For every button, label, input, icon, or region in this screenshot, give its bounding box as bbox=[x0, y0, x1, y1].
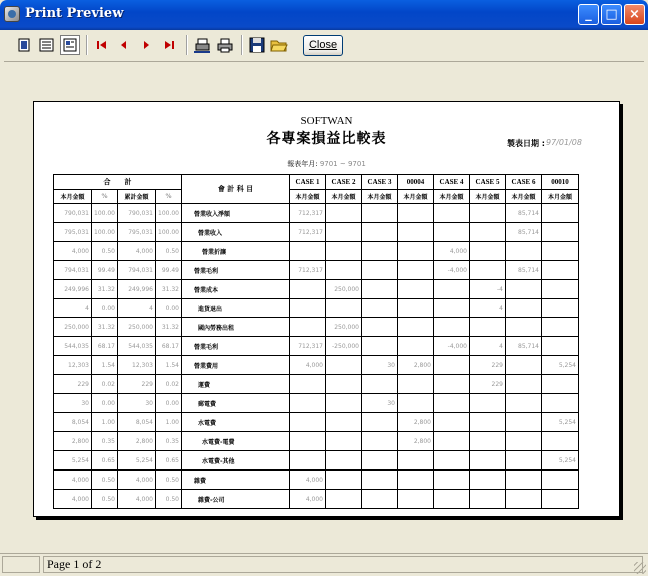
case-value-cell bbox=[362, 204, 398, 223]
case-value-cell bbox=[542, 490, 579, 509]
maximize-button[interactable]: □ bbox=[601, 4, 622, 25]
case-value-cell: 2,800 bbox=[398, 356, 434, 375]
case-sub-header: 本月金額 bbox=[398, 190, 434, 204]
cur-month-cell: 4,000 bbox=[54, 470, 92, 490]
page-indicator: Page 1 of 2 bbox=[43, 556, 643, 573]
pct-cell: 0.50 bbox=[156, 242, 182, 261]
pct-cell: 0.50 bbox=[92, 470, 118, 490]
table-row bbox=[54, 337, 579, 356]
case-value-cell: 85,714 bbox=[506, 337, 542, 356]
case-value-cell bbox=[506, 242, 542, 261]
case-value-cell bbox=[362, 280, 398, 299]
case-value-cell bbox=[326, 413, 362, 432]
case-value-cell bbox=[326, 394, 362, 413]
case-value-cell: 250,000 bbox=[326, 280, 362, 299]
case-value-cell: 712,317 bbox=[290, 223, 326, 242]
period-from: 9701 bbox=[319, 160, 338, 168]
pct-cell: 0.50 bbox=[156, 490, 182, 509]
preview-area[interactable] bbox=[4, 61, 644, 552]
case-value-cell bbox=[398, 337, 434, 356]
account-cell: 雜費-公司 bbox=[182, 490, 290, 509]
pct-cell: 68.17 bbox=[92, 337, 118, 356]
table-row bbox=[54, 394, 579, 413]
cum-cell: 2,800 bbox=[118, 432, 156, 451]
case-value-cell bbox=[434, 470, 470, 490]
case-value-cell bbox=[398, 451, 434, 471]
case-value-cell: 5,254 bbox=[542, 413, 579, 432]
case-header: CASE 3 bbox=[362, 175, 398, 190]
prev-page-icon[interactable] bbox=[114, 35, 134, 55]
case-value-cell bbox=[362, 318, 398, 337]
cum-cell: 795,031 bbox=[118, 223, 156, 242]
case-value-cell bbox=[398, 490, 434, 509]
case-header: CASE 6 bbox=[506, 175, 542, 190]
cum-cell: 4,000 bbox=[118, 242, 156, 261]
pct-cell: 31.32 bbox=[92, 318, 118, 337]
case-value-cell: 712,317 bbox=[290, 337, 326, 356]
minimize-button[interactable]: _ bbox=[578, 4, 599, 25]
case-value-cell bbox=[398, 261, 434, 280]
cum-cell: 30 bbox=[118, 394, 156, 413]
cum-header: 累計金額 bbox=[118, 190, 156, 204]
case-value-cell bbox=[326, 261, 362, 280]
pct-cell: 0.00 bbox=[92, 299, 118, 318]
account-cell: 營業折讓 bbox=[182, 242, 290, 261]
case-value-cell bbox=[290, 394, 326, 413]
pct-cell: 68.17 bbox=[156, 337, 182, 356]
case-value-cell bbox=[290, 375, 326, 394]
table-row bbox=[54, 470, 579, 490]
table-row bbox=[54, 318, 579, 337]
status-panel bbox=[2, 556, 40, 573]
pct-cell: 99.49 bbox=[92, 261, 118, 280]
company-name: SOFTWAN bbox=[300, 115, 353, 127]
cur-month-cell: 790,031 bbox=[54, 204, 92, 223]
case-value-cell bbox=[542, 470, 579, 490]
case-header: CASE 4 bbox=[434, 175, 470, 190]
pct-cell: 0.00 bbox=[92, 394, 118, 413]
account-cell: 營業毛利 bbox=[182, 261, 290, 280]
case-value-cell bbox=[506, 280, 542, 299]
close-window-button[interactable]: × bbox=[624, 4, 645, 25]
case-value-cell bbox=[434, 204, 470, 223]
pct-header: % bbox=[156, 190, 182, 204]
case-value-cell bbox=[326, 470, 362, 490]
case-value-cell bbox=[542, 375, 579, 394]
case-value-cell bbox=[290, 280, 326, 299]
account-cell: 營業毛利 bbox=[182, 337, 290, 356]
case-value-cell bbox=[434, 375, 470, 394]
case-value-cell bbox=[362, 451, 398, 471]
pct-cell: 0.35 bbox=[92, 432, 118, 451]
open-icon[interactable] bbox=[269, 35, 289, 55]
case-value-cell bbox=[326, 223, 362, 242]
print-icon[interactable] bbox=[215, 35, 235, 55]
pct-cell: 100.00 bbox=[156, 223, 182, 242]
table-row bbox=[54, 432, 579, 451]
pct-cell: 0.65 bbox=[156, 451, 182, 471]
pct-cell: 0.00 bbox=[156, 299, 182, 318]
pct-cell: 31.32 bbox=[92, 280, 118, 299]
cum-cell: 249,996 bbox=[118, 280, 156, 299]
case-value-cell bbox=[434, 451, 470, 471]
pct-cell: 0.65 bbox=[92, 451, 118, 471]
case-header: CASE 5 bbox=[470, 175, 506, 190]
case-value-cell bbox=[326, 356, 362, 375]
case-value-cell bbox=[398, 470, 434, 490]
pct-cell: 0.35 bbox=[156, 432, 182, 451]
case-value-cell bbox=[434, 223, 470, 242]
case-value-cell: 250,000 bbox=[326, 318, 362, 337]
case-value-cell bbox=[362, 375, 398, 394]
table-row bbox=[54, 413, 579, 432]
case-value-cell bbox=[506, 375, 542, 394]
case-sub-header: 本月金額 bbox=[434, 190, 470, 204]
window-title: Print Preview bbox=[25, 6, 124, 21]
case-value-cell: -4 bbox=[470, 280, 506, 299]
cur-month-cell: 8,054 bbox=[54, 413, 92, 432]
case-sub-header: 本月金額 bbox=[506, 190, 542, 204]
app-icon bbox=[4, 6, 20, 22]
save-icon[interactable] bbox=[247, 35, 267, 55]
case-value-cell bbox=[506, 394, 542, 413]
case-value-cell bbox=[434, 394, 470, 413]
cur-month-cell: 4,000 bbox=[54, 490, 92, 509]
case-value-cell bbox=[398, 242, 434, 261]
report-page bbox=[33, 101, 620, 517]
case-value-cell: 2,800 bbox=[398, 432, 434, 451]
case-value-cell bbox=[470, 242, 506, 261]
case-value-cell bbox=[542, 280, 579, 299]
case-value-cell: 4 bbox=[470, 337, 506, 356]
table-row bbox=[54, 375, 579, 394]
case-value-cell bbox=[398, 318, 434, 337]
table-row bbox=[54, 451, 579, 471]
case-value-cell bbox=[362, 432, 398, 451]
case-sub-header: 本月金額 bbox=[470, 190, 506, 204]
table-row bbox=[54, 242, 579, 261]
pct-cell: 31.32 bbox=[156, 280, 182, 299]
table-row bbox=[54, 356, 579, 375]
cum-cell: 544,035 bbox=[118, 337, 156, 356]
case-value-cell: -250,000 bbox=[326, 337, 362, 356]
table-row bbox=[54, 261, 579, 280]
pct-header: % bbox=[92, 190, 118, 204]
account-cell: 水電費-電費 bbox=[182, 432, 290, 451]
case-value-cell bbox=[506, 413, 542, 432]
cur-month-cell: 250,000 bbox=[54, 318, 92, 337]
case-value-cell bbox=[470, 490, 506, 509]
table-row bbox=[54, 223, 579, 242]
case-value-cell bbox=[434, 432, 470, 451]
report-period bbox=[34, 159, 619, 169]
report-title: 各專案損益比較表 bbox=[266, 131, 387, 147]
case-value-cell bbox=[470, 394, 506, 413]
case-value-cell bbox=[326, 242, 362, 261]
case-value-cell: -4,000 bbox=[434, 261, 470, 280]
cum-cell: 794,031 bbox=[118, 261, 156, 280]
resize-grip[interactable] bbox=[634, 562, 646, 574]
case-value-cell: 5,254 bbox=[542, 451, 579, 471]
case-value-cell: 4,000 bbox=[434, 242, 470, 261]
status-bar bbox=[0, 553, 648, 576]
pct-cell: 1.54 bbox=[156, 356, 182, 375]
toolbar-separator bbox=[241, 35, 243, 55]
cur-month-header: 本月金額 bbox=[54, 190, 92, 204]
cur-month-cell: 249,996 bbox=[54, 280, 92, 299]
cum-cell: 5,254 bbox=[118, 451, 156, 471]
case-header: CASE 1 bbox=[290, 175, 326, 190]
case-value-cell bbox=[362, 337, 398, 356]
case-value-cell: 30 bbox=[362, 394, 398, 413]
case-value-cell bbox=[506, 299, 542, 318]
case-value-cell: 4 bbox=[470, 299, 506, 318]
pct-cell: 0.50 bbox=[92, 242, 118, 261]
zoom-page-icon[interactable] bbox=[60, 35, 80, 55]
pct-cell: 1.00 bbox=[156, 413, 182, 432]
case-value-cell bbox=[398, 204, 434, 223]
case-value-cell bbox=[362, 223, 398, 242]
case-value-cell bbox=[542, 242, 579, 261]
account-cell: 營業收入 bbox=[182, 223, 290, 242]
case-value-cell bbox=[326, 490, 362, 509]
case-sub-header: 本月金額 bbox=[362, 190, 398, 204]
case-value-cell bbox=[542, 394, 579, 413]
case-value-cell bbox=[398, 394, 434, 413]
case-value-cell: 712,317 bbox=[290, 204, 326, 223]
cur-month-cell: 2,800 bbox=[54, 432, 92, 451]
case-value-cell bbox=[506, 318, 542, 337]
print-date: 97/01/08 bbox=[546, 138, 582, 147]
case-sub-header: 本月金額 bbox=[290, 190, 326, 204]
next-page-icon[interactable] bbox=[136, 35, 156, 55]
toolbar-separator bbox=[186, 35, 188, 55]
case-header: 00004 bbox=[398, 175, 434, 190]
case-value-cell: 4,000 bbox=[290, 490, 326, 509]
account-cell: 水電費-其他 bbox=[182, 451, 290, 471]
account-cell: 進貨退出 bbox=[182, 299, 290, 318]
case-value-cell bbox=[398, 280, 434, 299]
cur-month-cell: 30 bbox=[54, 394, 92, 413]
case-value-cell bbox=[326, 204, 362, 223]
first-page-icon[interactable] bbox=[92, 35, 112, 55]
period-label: 報表年月: bbox=[287, 160, 318, 168]
case-value-cell bbox=[434, 490, 470, 509]
case-value-cell bbox=[470, 223, 506, 242]
case-value-cell: -4,000 bbox=[434, 337, 470, 356]
cum-cell: 4,000 bbox=[118, 470, 156, 490]
pct-cell: 0.02 bbox=[156, 375, 182, 394]
account-cell: 運費 bbox=[182, 375, 290, 394]
total-header: 合 計 bbox=[54, 175, 182, 190]
case-value-cell bbox=[434, 413, 470, 432]
case-value-cell bbox=[470, 204, 506, 223]
pct-cell: 1.00 bbox=[92, 413, 118, 432]
case-value-cell bbox=[398, 299, 434, 318]
case-value-cell bbox=[470, 451, 506, 471]
case-header: CASE 2 bbox=[326, 175, 362, 190]
case-value-cell bbox=[470, 470, 506, 490]
case-value-cell bbox=[542, 299, 579, 318]
case-value-cell bbox=[506, 432, 542, 451]
period-to: ~ 9701 bbox=[339, 160, 366, 168]
table-row bbox=[54, 490, 579, 509]
case-value-cell: 229 bbox=[470, 375, 506, 394]
case-header: 00010 bbox=[542, 175, 579, 190]
case-value-cell bbox=[326, 375, 362, 394]
case-value-cell bbox=[506, 470, 542, 490]
two-page-icon[interactable] bbox=[37, 35, 57, 55]
one-page-icon[interactable] bbox=[14, 35, 34, 55]
toolbar-separator bbox=[86, 35, 88, 55]
account-cell: 營業收入淨額 bbox=[182, 204, 290, 223]
case-value-cell bbox=[506, 356, 542, 375]
case-value-cell: 85,714 bbox=[506, 223, 542, 242]
case-value-cell: 712,317 bbox=[290, 261, 326, 280]
case-value-cell bbox=[290, 299, 326, 318]
case-value-cell bbox=[326, 451, 362, 471]
cur-month-cell: 229 bbox=[54, 375, 92, 394]
case-value-cell bbox=[470, 413, 506, 432]
case-value-cell: 85,714 bbox=[506, 204, 542, 223]
case-value-cell bbox=[290, 318, 326, 337]
case-value-cell bbox=[362, 261, 398, 280]
print-setup-icon[interactable] bbox=[192, 35, 212, 55]
case-value-cell bbox=[470, 318, 506, 337]
cum-cell: 4,000 bbox=[118, 490, 156, 509]
cur-month-cell: 4,000 bbox=[54, 242, 92, 261]
case-value-cell bbox=[326, 432, 362, 451]
account-header: 會 計 科 目 bbox=[182, 175, 290, 204]
cur-month-cell: 794,031 bbox=[54, 261, 92, 280]
case-sub-header: 本月金額 bbox=[542, 190, 579, 204]
case-value-cell bbox=[290, 451, 326, 471]
case-value-cell bbox=[362, 413, 398, 432]
case-value-cell bbox=[542, 432, 579, 451]
pct-cell: 100.00 bbox=[92, 204, 118, 223]
case-value-cell bbox=[542, 261, 579, 280]
account-cell: 雜費 bbox=[182, 470, 290, 490]
pct-cell: 0.50 bbox=[92, 490, 118, 509]
case-value-cell bbox=[506, 451, 542, 471]
case-value-cell bbox=[542, 337, 579, 356]
pct-cell: 0.02 bbox=[92, 375, 118, 394]
account-cell: 國內勞務出租 bbox=[182, 318, 290, 337]
case-value-cell bbox=[542, 223, 579, 242]
case-value-cell bbox=[542, 204, 579, 223]
cur-month-cell: 5,254 bbox=[54, 451, 92, 471]
header-row-2 bbox=[54, 190, 579, 204]
case-value-cell bbox=[290, 432, 326, 451]
account-cell: 水電費 bbox=[182, 413, 290, 432]
case-value-cell: 30 bbox=[362, 356, 398, 375]
cur-month-cell: 4 bbox=[54, 299, 92, 318]
report-table bbox=[53, 174, 579, 509]
case-value-cell bbox=[326, 299, 362, 318]
cum-cell: 229 bbox=[118, 375, 156, 394]
cur-month-cell: 795,031 bbox=[54, 223, 92, 242]
case-value-cell bbox=[542, 318, 579, 337]
case-value-cell: 5,254 bbox=[542, 356, 579, 375]
case-value-cell bbox=[398, 223, 434, 242]
case-value-cell: 85,714 bbox=[506, 261, 542, 280]
header-row-1 bbox=[54, 175, 579, 190]
account-cell: 營業費用 bbox=[182, 356, 290, 375]
table-row bbox=[54, 299, 579, 318]
last-page-icon[interactable] bbox=[159, 35, 179, 55]
case-value-cell bbox=[362, 299, 398, 318]
case-value-cell bbox=[290, 242, 326, 261]
cum-cell: 4 bbox=[118, 299, 156, 318]
case-value-cell bbox=[434, 356, 470, 375]
account-cell: 營業成本 bbox=[182, 280, 290, 299]
case-value-cell bbox=[362, 490, 398, 509]
title-bar bbox=[0, 0, 648, 30]
print-date-label: 製表日期 : bbox=[507, 139, 545, 148]
case-value-cell bbox=[434, 299, 470, 318]
account-cell: 郵電費 bbox=[182, 394, 290, 413]
case-value-cell bbox=[470, 261, 506, 280]
cum-cell: 250,000 bbox=[118, 318, 156, 337]
case-value-cell bbox=[506, 490, 542, 509]
table-row bbox=[54, 204, 579, 223]
pct-cell: 31.32 bbox=[156, 318, 182, 337]
case-value-cell bbox=[362, 242, 398, 261]
table-row bbox=[54, 280, 579, 299]
case-sub-header: 本月金額 bbox=[326, 190, 362, 204]
cum-cell: 8,054 bbox=[118, 413, 156, 432]
case-value-cell bbox=[434, 318, 470, 337]
case-value-cell bbox=[470, 432, 506, 451]
cur-month-cell: 12,303 bbox=[54, 356, 92, 375]
case-value-cell: 4,000 bbox=[290, 470, 326, 490]
pct-cell: 100.00 bbox=[156, 204, 182, 223]
cum-cell: 790,031 bbox=[118, 204, 156, 223]
case-value-cell bbox=[362, 470, 398, 490]
case-value-cell: 4,000 bbox=[290, 356, 326, 375]
pct-cell: 0.00 bbox=[156, 394, 182, 413]
pct-cell: 0.50 bbox=[156, 470, 182, 490]
cur-month-cell: 544,035 bbox=[54, 337, 92, 356]
cum-cell: 12,303 bbox=[118, 356, 156, 375]
case-value-cell bbox=[434, 280, 470, 299]
case-value-cell: 229 bbox=[470, 356, 506, 375]
case-value-cell: 2,800 bbox=[398, 413, 434, 432]
case-value-cell bbox=[290, 413, 326, 432]
pct-cell: 100.00 bbox=[92, 223, 118, 242]
pct-cell: 99.49 bbox=[156, 261, 182, 280]
pct-cell: 1.54 bbox=[92, 356, 118, 375]
toolbar bbox=[4, 30, 644, 60]
case-value-cell bbox=[398, 375, 434, 394]
close-button[interactable]: Close bbox=[303, 35, 343, 56]
